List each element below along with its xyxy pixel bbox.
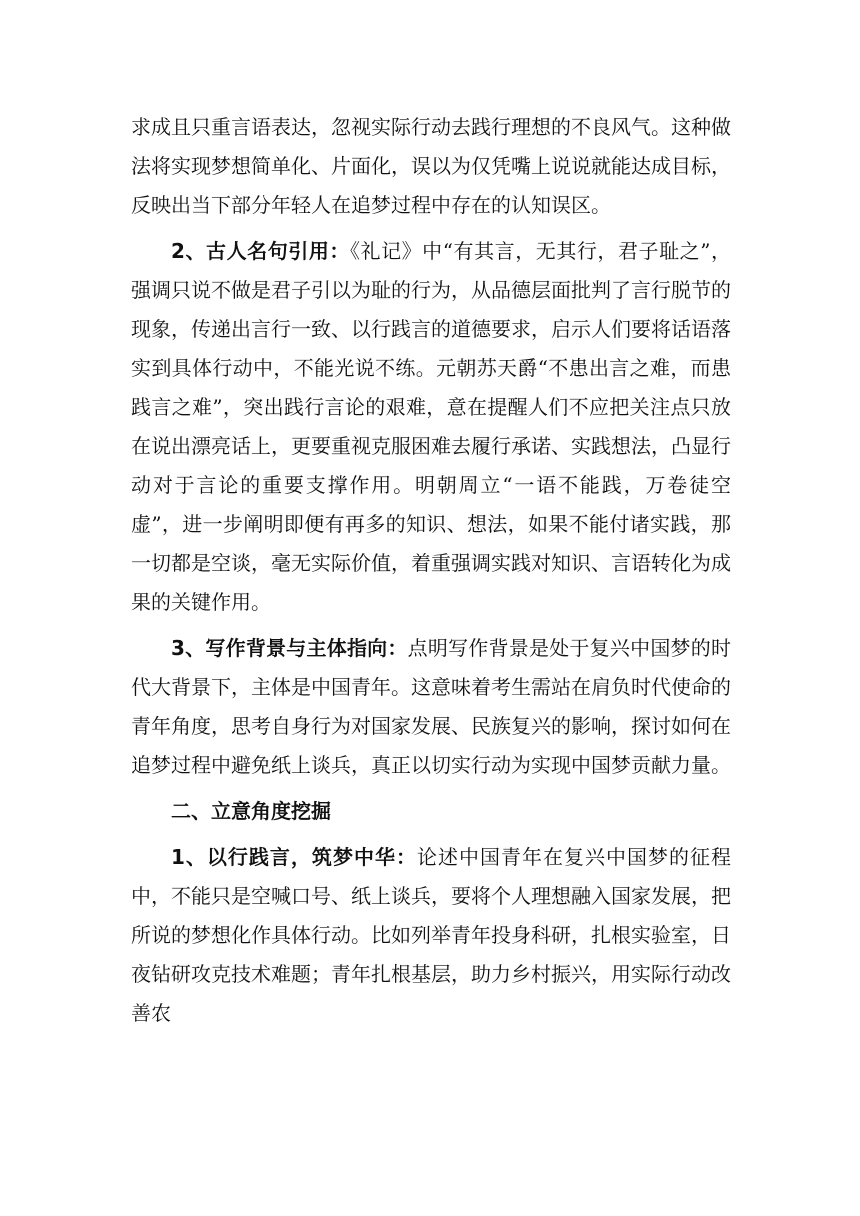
point-paragraph-3 bbox=[131, 629, 731, 785]
continuation-paragraph bbox=[131, 108, 731, 225]
section-heading: 二、立意角度挖掘 bbox=[171, 799, 331, 823]
continuation-text: 求成且只重言语表达，忽视实际行动去践行理想的不良风气。这种做法将实现梦想简单化、片面化，误以为仅凭嘴上说说就能达成目标，反映出当下部分年轻人在追梦过程中存在的认知误区。 bbox=[131, 115, 731, 217]
document-body bbox=[131, 108, 731, 1040]
angle-lead-1: 1、以行践言，筑梦中华： bbox=[171, 845, 417, 869]
point-lead-3: 3、写作背景与主体指向： bbox=[171, 636, 408, 660]
point-body-3: 点明写作背景是处于复兴中国梦的时代大背景下，主体是中国青年。这意味着考生需站在肩负时代使命的青年角度，思考自身行为对国家发展、民族复兴的影响，探讨如何在追梦过程中避免纸上谈兵，真正以切实行动为实现中国梦贡献力量。 bbox=[131, 636, 732, 777]
point-body-2: 《礼记》中“有其言，无其行，君子耻之”，强调只说不做是君子引以为耻的行为，从品德层面批判了言行脱节的现象，传递出言行一致、以行践言的道德要求，启示人们要将话语落实到具体行动中，不能光说不练。元朝苏天爵“不患出言之难，而患践言之难”，突出践行言论的艰难，意在提醒人们不应把关注点只放在说出漂亮话上，更要重视克服困难去履行承诺、实践想法，凸显行动对于言论的重要支撑作用。明朝周立“一语不能践，万卷徒空虚”，进一步阐明即便有再多的知识、想法，如果不能付诸实践，那一切都是空谈，毫无实际价值，着重强调实践对知识、言语转化为成果的关键作用。 bbox=[131, 239, 732, 614]
point-lead-2: 2、古人名句引用： bbox=[171, 239, 350, 263]
point-paragraph-2 bbox=[131, 232, 731, 622]
angle-body-1: 论述中国青年在复兴中国梦的征程中，不能只是空喊口号、纸上谈兵，要将个人理想融入国家发展，把所说的梦想化作具体行动。比如列举青年投身科研，扎根实验室，日夜钻研攻克技术难题；青年扎根基层，助力乡村振兴，用实际行动改善农 bbox=[131, 845, 731, 1025]
angle-paragraph-1 bbox=[131, 838, 731, 1033]
